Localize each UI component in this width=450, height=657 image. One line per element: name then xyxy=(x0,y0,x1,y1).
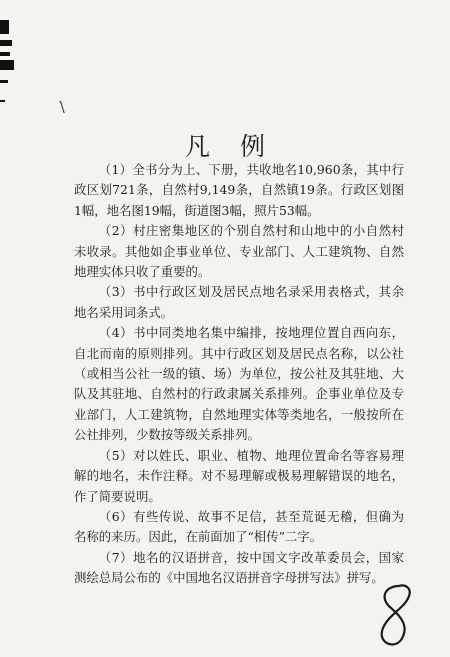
paragraph-2: （2）村庄密集地区的个别自然村和山地中的小自然村未收录。其他如企事业单位、专业部门、人工建筑物、自然地理实体只收了重要的。 xyxy=(74,223,404,280)
page-title: 凡例 xyxy=(184,131,295,161)
paragraph-5: （5）对以姓氏、职业、植物、地理位置命名等容易理解的地名，未作注释。对不易理解或极易理解错误的地名，作了简要说明。 xyxy=(74,447,404,504)
paragraph-1: （1）全书分为上、下册，共收地名10,960条，其中行政区划721条，自然村9,149条，自然镇19条。行政区划图1幅，地名图19幅，街道图3幅，照片53幅。 xyxy=(74,162,404,218)
paragraph-6: （6）有些传说、故事不足信，甚至荒诞无稽，但确为名称的来历。因此，在前面加了“相传”二字。 xyxy=(74,508,404,545)
document-body xyxy=(74,160,404,589)
corner-mark: \̀ xyxy=(60,100,65,116)
binding-edge xyxy=(0,0,18,657)
handwritten-page-number xyxy=(365,580,425,650)
paragraph-4: （4）书中同类地名集中编排，按地理位置自西向东，自北而南的原则排列。其中行政区划及居民点名称，以公社（或相当公社一级的镇、场）为单位，按公社及其驻地、大队及其驻地、自然村的行政隶属关系排列。企事业单位及专业部门，人工建筑物，自然地理实体等类地名，一般按所在公社排列，少数按等级关系排列。 xyxy=(74,325,404,443)
paragraph-7: （7）地名的汉语拼音，按中国文字改革委员会，国家测绘总局公布的《中国地名汉语拼音字母拼写法》拼写。 xyxy=(74,549,404,586)
paragraph-3: （3）书中行政区划及居民点地名录采用表格式，其余地名采用词条式。 xyxy=(74,284,404,320)
